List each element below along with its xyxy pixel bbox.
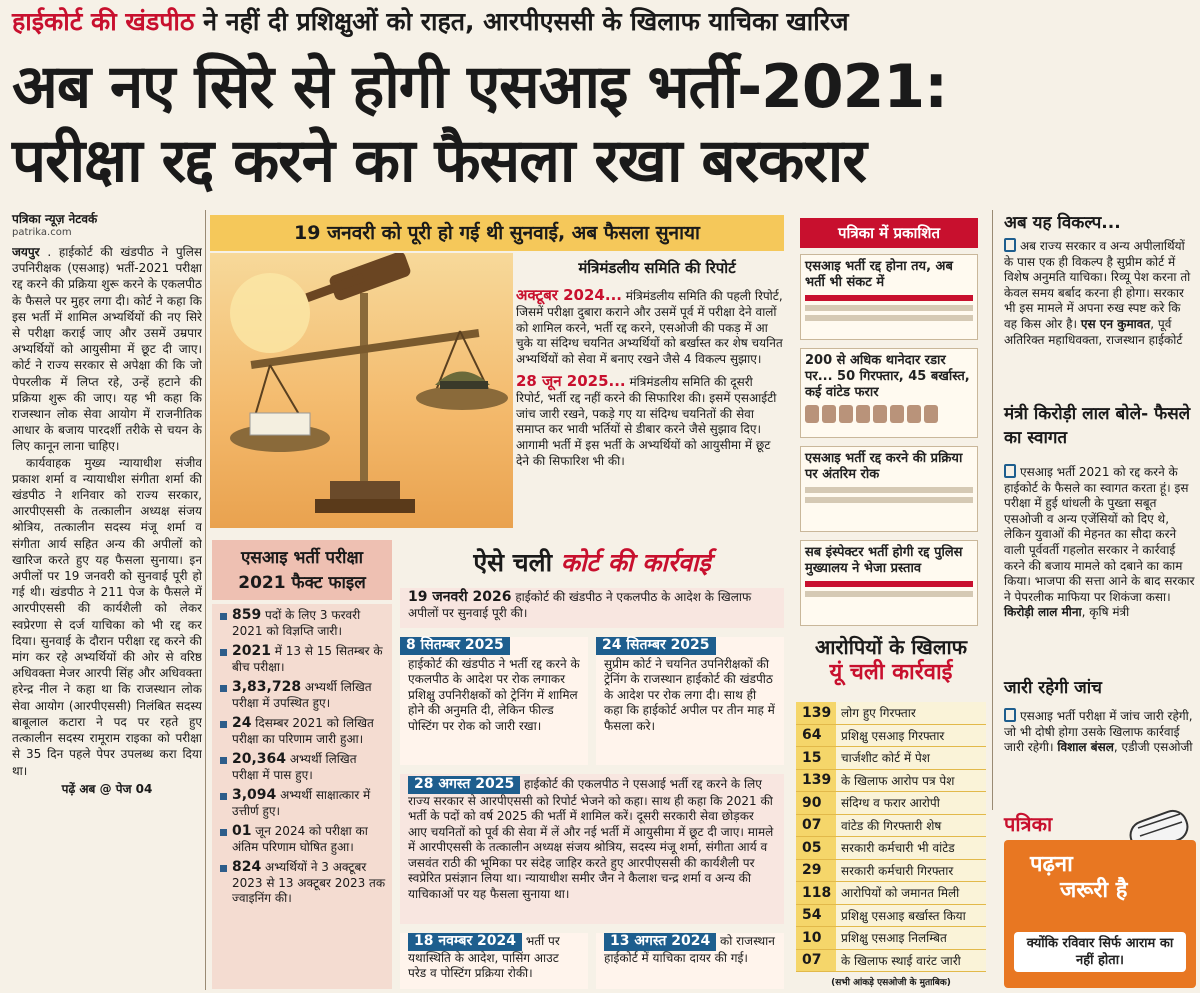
promo-banner xyxy=(1004,840,1196,988)
minister-quote: एसआइ भर्ती 2021 को रद्द करने के हाईकोर्ट के फैसले का स्वागत करता हूं। इस परीक्षा में हुई धांधली के पुख्ता सबूत एसओजी व अन्य एजेंसियों को दिए थे, लेकिन युवाओं की मेहनत का सौदा करने वाली पूर्ववर्ती गहलोत सरकार ने कार्रवाई करने की बजाय मामले को दबाने का काम किया। भाजपा की सत्ता आने के बाद सरकार ने पेपरलीक माफिया पर शिकंजा कसा। किरोड़ी लाल मीना, कृषि मंत्री xyxy=(1004,465,1195,620)
fact-item: 2021 में 13 से 15 सितम्बर के बीच परीक्षा। xyxy=(220,644,386,675)
options-title: अब यह विकल्प... xyxy=(1004,213,1121,233)
fact-item: 24 दिसम्बर 2021 को लिखित परीक्षा का परिणाम जारी हुआ। xyxy=(220,716,386,747)
court-timeline-title: ऐसे चली कोर्ट की कार्रवाई xyxy=(473,548,711,577)
list-item: 05 सरकारी कर्मचारी भी वांटेड xyxy=(796,837,986,860)
probe-title: जारी रहेगी जांच xyxy=(1004,678,1102,698)
list-item: 07 वांटेड की गिरफ्तारी शेष xyxy=(796,815,986,838)
accused-action-title: आरोपियों के खिलाफ यूं चली कार्रवाई xyxy=(814,635,968,685)
list-item: 15 चार्जशीट कोर्ट में पेश xyxy=(796,747,986,770)
news-clip[interactable]: एसआइ भर्ती रद्द करने की प्रक्रिया पर अंतरिम रोक xyxy=(800,446,978,532)
column-divider xyxy=(205,210,206,990)
options-quote: अब राज्य सरकार व अन्य अपीलार्थियों के पास एक ही विकल्प है सुप्रीम कोर्ट में विशेष अनुमति याचिका। रिव्यू पेश करना तो केवल समय बर्बाद करना ही होगा। सरकार भी इस मामले में अपना रुख स्पष्ट करे कि वह किस ओर है। एस एन कुमावत, पूर्व अतिरिक्त महाधिवक्ता, राजस्थान हाईकोर्ट xyxy=(1004,239,1191,347)
list-item: 90 संदिग्ध व फरार आरोपी xyxy=(796,792,986,815)
report-entry-1: अक्टूबर 2024... मंत्रिमंडलीय समिति की पहली रिपोर्ट, जिसमें परीक्षा दुबारा कराने और उसमें पूर्व में परीक्षा देने वालों को शामिल करने, भर्ती रद्द करने, एसओजी की पकड़ में आ चुके या संदिग्ध चयनित अभ्यर्थियों को बर्खास्त कर शेष चयनित अभ्यर्थियों को सेवा में बनाए रखने जैसे 4 विकल्प सुझाए। xyxy=(516,286,783,367)
scales-icon xyxy=(210,253,513,528)
list-item: 54 प्रशिक्षु एसआइ बर्खास्त किया xyxy=(796,905,986,928)
photo-strip xyxy=(805,405,973,423)
list-item: 64 प्रशिक्षु एसआइ गिरफ्तार xyxy=(796,725,986,748)
fact-item: 01 जून 2024 को परीक्षा का अंतिम परिणाम घोषित हुआ। xyxy=(220,824,386,855)
fact-item: 824 अभ्यर्थियों ने 3 अक्टूबर 2023 से 13 अक्टूबर 2023 तक ज्वाइनिंग की। xyxy=(220,860,386,907)
continued-link[interactable]: पढ़ें अब @ पेज 04 xyxy=(61,781,153,796)
headline-line1: अब नए सिरे से होगी एसआइ भर्ती-2021: xyxy=(12,52,948,122)
timeline-entry: 28 अगस्त 2025 हाईकोर्ट की एकलपीठ ने एसआई भर्ती रद्द करने के लिए राज्य सरकार से आरपीएससी को रिपोर्ट भेजने को कहा। साथ ही कहा कि 2021 की भर्ती के पदों को वर्ष 2025 की भर्ती में शामिल करें। दूसरी सरकारी सेवा छोड़कर आए चयनितों को पूर्व की सेवा में लें और नई भर्ती में आयुसीमा में छूट दी जाए। मामले में आरपीएससी के तत्कालीन अध्यक्ष संजय श्रोत्रिय, सदस्य मंजू शर्मा, संगीता आर्य व जसवंत राठी की भूमिका पर संदेह जाहिर करते हुए आरपीएससी की कार्यशैली पर स्वप्रेरित प्रसंज्ञान लिया था। न्यायाधीश समीर जैन ने कैलाश चन्द्र शर्मा व अन्य की याचिकाओं पर यह फैसला सुनाया था। xyxy=(400,774,784,924)
list-item: 10 प्रशिक्षु एसआइ निलम्बित xyxy=(796,927,986,950)
accused-action-footnote: (सभी आंकड़े एसओजी के मुताबिक) xyxy=(831,978,951,988)
kicker xyxy=(12,4,849,38)
main-story xyxy=(12,244,202,989)
scales-illustration xyxy=(210,253,513,528)
timeline-entry: 18 नवम्बर 2024 भर्ती पर यथास्थिति के आदेश, पासिंग आउट परेड व पोस्टिंग प्रक्रिया रोकी। xyxy=(400,933,588,989)
fact-item: 859 पदों के लिए 3 फरवरी 2021 को विज्ञप्ति जारी। xyxy=(220,608,386,639)
cabinet-report-title: मंत्रिमंडलीय समिति की रिपोर्ट xyxy=(578,259,736,277)
published-title: पत्रिका में प्रकाशित xyxy=(800,218,978,248)
story-para1: जयपुर . हाईकोर्ट की खंडपीठ ने पुलिस उपनिरीक्षक (एसआइ) भर्ती-2021 परीक्षा रद्द करने की प्रक्रिया शुरू करने के एकलपीठ के फैसले पर मुहर लगा दी। कोर्ट ने कहा कि इस भर्ती में शामिल अभ्यर्थियों की नए सिरे से परीक्षा कराई जाए और उसमें उम्रपार अभ्यर्थियों को आयुसीमा में छूट दी जाए। कोर्ट ने राज्य सरकार से अपेक्षा की कि जो पेपरलीक में लिप्त रहे, उन्हें हटाने की प्रक्रिया शुरू की जाए। यह भी कहा कि राजस्थान लोक सेवा आयोग में राजनीतिक आधार के बजाय पारदर्शी तरीके से चयन के लिए कानून लाना चाहिए। xyxy=(12,245,202,454)
list-item: 139 लोग हुए गिरफ्तार xyxy=(796,702,986,725)
cabinet-report xyxy=(516,288,784,470)
promo-headline: पढ़ना जरूरी है xyxy=(1030,852,1128,903)
list-item: 07 के खिलाफ स्थाई वारंट जारी xyxy=(796,950,986,973)
promo-tagline: क्योंकि रविवार सिर्फ आराम का नहीं होता। xyxy=(1014,932,1186,972)
timeline-date: 13 अगस्त 2024 xyxy=(604,933,716,951)
news-clip[interactable]: एसआइ भर्ती रद्द होना तय, अब भर्ती भी संकट में xyxy=(800,254,978,340)
news-clip[interactable]: 200 से अधिक थानेदार रडार पर... 50 गिरफ्तार, 45 बर्खास्त, कई वांटेड फरार xyxy=(800,348,978,438)
list-item: 29 सरकारी कर्मचारी गिरफ्तार xyxy=(796,860,986,883)
timeline-entry: 19 जनवरी 2026 हाईकोर्ट की खंडपीठ ने एकलपीठ के आदेश के खिलाफ अपीलों पर सुनवाई पूरी की। xyxy=(400,588,784,628)
hearing-banner: 19 जनवरी को पूरी हो गई थी सुनवाई, अब फैसला सुनाया xyxy=(210,215,784,251)
headline-line2: परीक्षा रद्द करने का फैसला रखा बरकरार xyxy=(12,126,866,196)
timeline-date: 24 सितम्बर 2025 xyxy=(596,637,716,655)
fact-item: 3,094 अभ्यर्थी साक्षात्कार में उत्तीर्ण हुए। xyxy=(220,788,386,819)
fact-file-list xyxy=(212,604,392,989)
quote-icon xyxy=(1004,708,1016,722)
news-clip[interactable]: सब इंस्पेक्टर भर्ती होगी रद्द पुलिस मुख्यालय ने भेजा प्रस्ताव xyxy=(800,540,978,626)
promo-box xyxy=(1004,810,1196,988)
fact-item: 20,364 अभ्यर्थी लिखित परीक्षा में पास हुए। xyxy=(220,752,386,783)
list-item: 139 के खिलाफ आरोप पत्र पेश xyxy=(796,770,986,793)
list-item: 118 आरोपियों को जमानत मिली xyxy=(796,882,986,905)
dateline: जयपुर xyxy=(12,245,40,259)
quote-icon xyxy=(1004,464,1016,478)
fact-file-title: एसआइ भर्ती परीक्षा 2021 फैक्ट फाइल xyxy=(212,540,392,600)
timeline-date: 28 अगस्त 2025 xyxy=(408,776,520,794)
byline-site: patrika.com xyxy=(12,227,72,238)
timeline-entry: 24 सितम्बर 2025 सुप्रीम कोर्ट ने चयनित उपनिरीक्षकों की ट्रेनिंग के राजस्थान हाईकोर्ट की खंडपीठ के आदेश पर रोक लगा दी। साथ ही कहा कि हाईकोर्ट अपील पर तीन माह में फैसला करे। xyxy=(596,637,784,765)
report-entry-2: 28 जून 2025... मंत्रिमंडलीय समिति की दूसरी रिपोर्ट, भर्ती रद्द नहीं करने की सिफारिश की। इसमें एसआईटी जांच जारी रखने, पकड़े गए या संदिग्ध चयनितों की सेवा समाप्त कर भावी भर्तियों से डीबार करने जैसे सुझाव दिए। आगामी भर्ती में इस भर्ती के अभ्यर्थियों को आयुसीमा में छूट देने की सिफारिश भी की। xyxy=(516,371,777,468)
timeline-entry: 8 सितम्बर 2025 हाईकोर्ट की खंडपीठ ने भर्ती रद्द करने के एकलपीठ के आदेश पर रोक लगाकर प्रशिक्षु उपनिरीक्षकों को ट्रेनिंग में शामिल होने की अनुमति दी, लेकिन फील्ड पोस्टिंग पर रोक को जारी रखा। xyxy=(400,637,588,765)
fact-item: 3,83,728 अभ्यर्थी लिखित परीक्षा में उपस्थित हुए। xyxy=(220,680,386,711)
kicker-red: हाईकोर्ट की खंडपीठ xyxy=(12,7,195,36)
kicker-text: ने नहीं दी प्रशिक्षुओं को राहत, आरपीएससी के खिलाफ याचिका खारिज xyxy=(194,7,849,36)
accused-action-list xyxy=(796,702,986,972)
probe-quote: एसआइ भर्ती परीक्षा में जांच जारी रहेगी, जो भी दोषी होगा उसके खिलाफ कार्रवाई जारी रहेगी। विशाल बंसल, एडीजी एसओजी xyxy=(1004,709,1193,755)
byline-agency: पत्रिका न्यूज़ नेटवर्क xyxy=(12,212,98,226)
timeline-date: 8 सितम्बर 2025 xyxy=(400,637,510,655)
patrika-logo: पत्रिका xyxy=(1004,812,1053,836)
timeline-entry: 13 अगस्त 2024 को राजस्थान हाईकोर्ट में याचिका दायर की गई। xyxy=(596,933,784,989)
quote-icon xyxy=(1004,238,1016,252)
column-divider xyxy=(992,210,993,810)
story-para2: कार्यवाहक मुख्य न्यायाधीश संजीव प्रकाश शर्मा व न्यायाधीश संगीता शर्मा की खंडपीठ ने शनिवार को राज्य सरकार, आरपीएससी के तत्कालीन अध्यक्ष संजय श्रोत्रिय, तत्कालीन सदस्य मंजू शर्मा व संगीता आर्य सहित अन्य की अपीलों को खारिज करते हुए यह फैसला सुनाया। इन अपीलों पर 19 जनवरी को सुनवाई पूरी हो गई थी। खंडपीठ ने 211 पेज के फैसले में आरपीएससी की कार्यशैली को लेकर स्वप्रेरणा से दर्ज याचिका को भी रद्द कर दिया। सुनवाई के दौरान परीक्षा रद्द करने की मांग कर रहे अभ्यर्थियों की ओर से वरिष्ठ अधिवक्ता मेजर आरपी सिंह और अधिवक्ता हरेन्द्र नील ने कहा था कि राजस्थान लोक सेवा आयोग (आरपीएससी) निलंबित सदस्य बाबूलाल कटारा ने पद पर रहते हुए तत्कालीन सदस्य रामूराम राइका को परीक्षा से 35 दिन पहले पेपर उपलब्ध करा दिया था। xyxy=(12,455,202,778)
minister-title: मंत्री किरोड़ी लाल बोले- फैसले का स्वागत xyxy=(1004,404,1191,448)
timeline-date: 18 नवम्बर 2024 xyxy=(408,933,522,951)
